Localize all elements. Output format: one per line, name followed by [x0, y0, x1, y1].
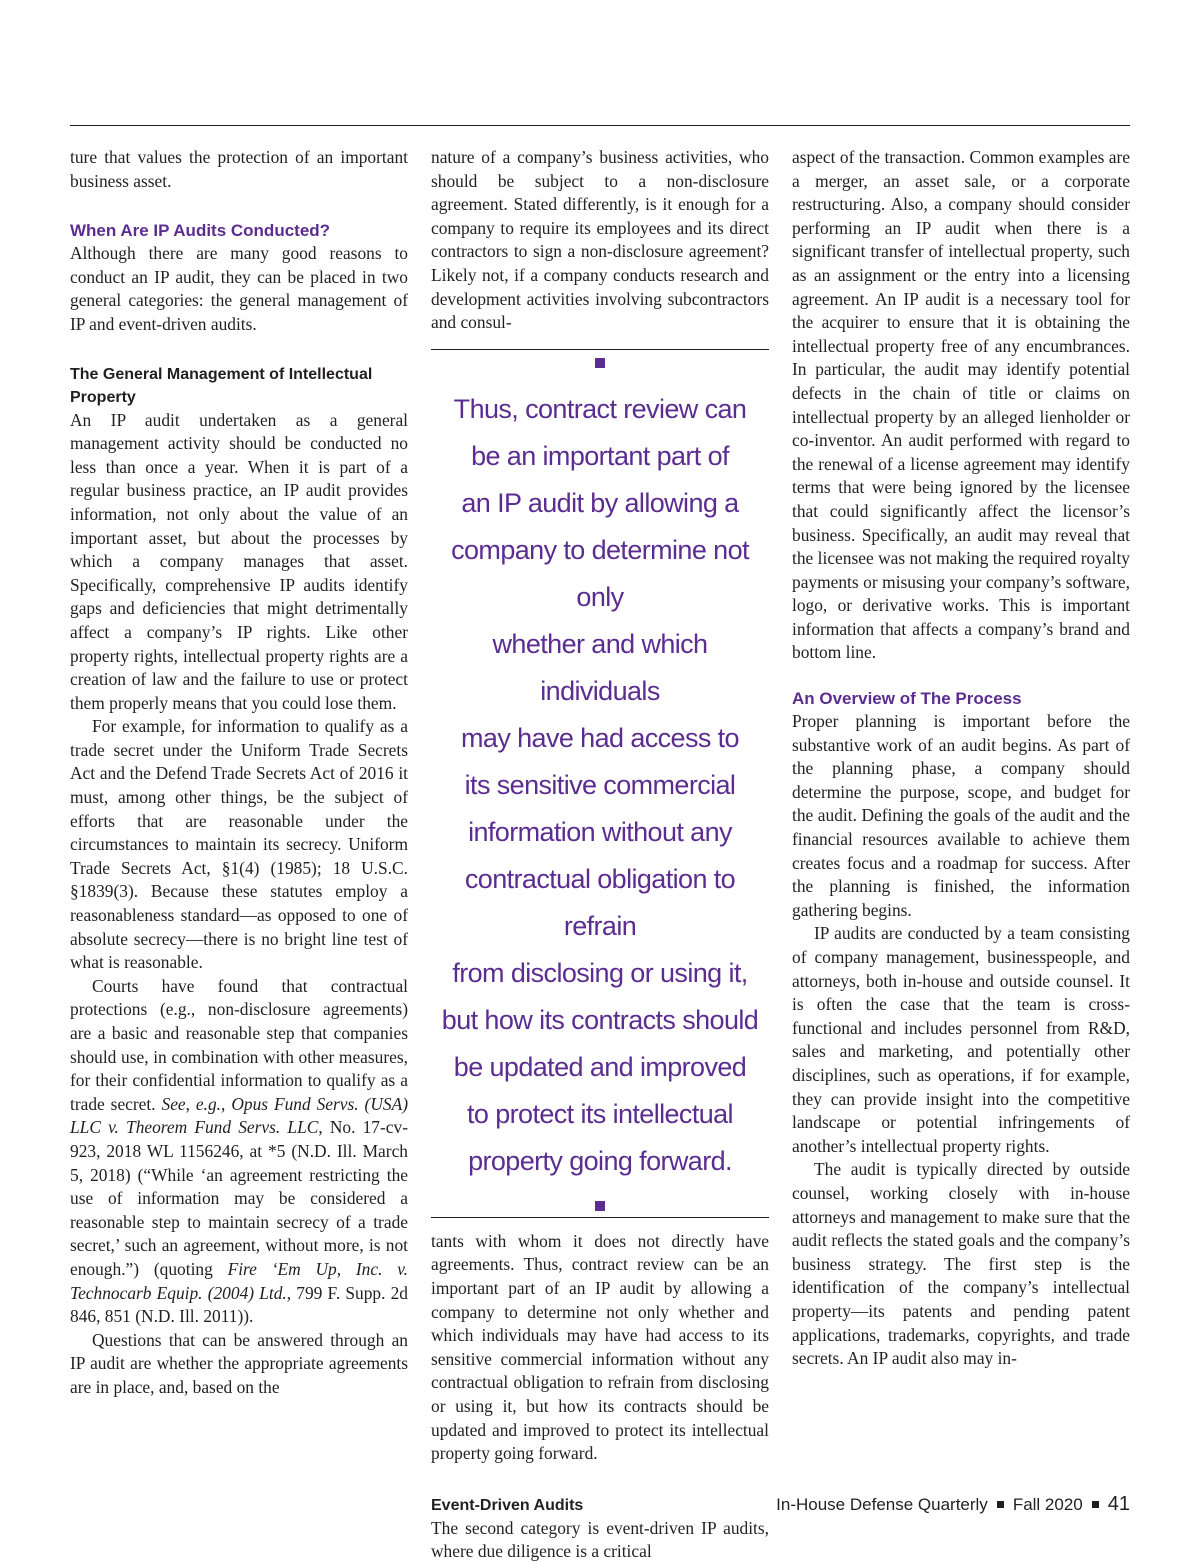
page-footer — [776, 1493, 1130, 1516]
pull-quote-line: whether and which individuals — [492, 628, 708, 706]
pull-quote-line: an IP audit by allowing a — [461, 487, 739, 518]
heading-event-driven: Event-Driven Audits — [431, 1496, 584, 1514]
square-bullet-icon — [595, 1201, 605, 1211]
paragraph-questions: Questions that can be answered through an IP audit are whether the appropriate agreements are in place, and, based on the — [70, 1329, 408, 1397]
pull-quote-line: contractual obligation to refrain — [464, 863, 736, 941]
pull-quote-line: property going forward. — [468, 1145, 732, 1176]
issue-label: Fall 2020 — [1012, 1495, 1083, 1514]
pull-quote-line: its sensitive commercial — [464, 769, 736, 800]
pull-quote-line: be an important part of — [471, 440, 729, 471]
column-left — [70, 146, 408, 1400]
square-bullet-icon — [595, 358, 605, 368]
paragraph-transaction: aspect of the transaction. Common examples are a merger, an asset sale, or a corporate restructuring. Also, a company should consider performing an IP audit when there is a significant transfer of intellectual property, such as an assignment or the entry into a licensing agreement. An IP audit is a necessary tool for the acquirer to ensure that it is obtaining the intellectual property free of any encumbrances. In particular, the audit may identify potential defects in the chain of title or claims on intellectual property by an alleged lienholder or co-inventor. An audit performed with regard to the renewal of a license agreement may identify terms that were being ignored by the licensee that could significantly affect the licensor’s business. Specifically, an audit may reveal that the licensee was not making the required royalty payments or misusing your company’s software, logo, or derivative works. This is important information that affects a company’s brand and bottom line. — [792, 147, 1130, 663]
heading-when-audits-conducted: When Are IP Audits Conducted? — [70, 221, 331, 241]
paragraph-overview-2: IP audits are conducted by a team consisting of company management, businesspeople, and attorneys, both in-house and outside counsel. It is often the case that the team is cross-functional and includes personnel from R&D, sales and marketing, and potentially other disciplines, such as operations, if for example, they can provide insight into the competitive landscape or potential infringements of another’s intellectual property rights. — [792, 923, 1130, 1156]
pull-quote — [431, 349, 769, 1218]
square-bullet-icon — [1092, 1501, 1099, 1508]
paragraph-overview-1: Proper planning is important before the substantive work of an audit begins. As part of the planning phase, a company should determine the purpose, scope, and budget for the audit. Defining the goals of the audit and the financial resources available to achieve them creates focus and a roadmap for success. After the planning is finished, the information gathering begins. — [792, 711, 1130, 920]
paragraph-general-1: An IP audit undertaken as a general management activity should be conducted no less than once a year. When it is part of a regular business practice, an IP audit provides information, not only about the value of an important asset, but about the processes by which a company manages that asset. Specifically, comprehensive IP audits identify gaps and deficiencies that might detrimentally affect a company’s IP rights. Like other property rights, intellectual property rights are a creation of law and the failure to use or protect them properly means that you could lose them. — [70, 409, 408, 713]
case-citation-opus: Opus Fund Servs. (USA) LLC v. Theorem Fund Servs. LLC — [70, 1093, 408, 1138]
paragraph-continued: ture that values the protection of an important business asset. — [70, 147, 408, 191]
pull-quote-line: information without any — [468, 816, 732, 847]
pull-quote-line: to protect its intellectual — [467, 1098, 733, 1129]
case-citation-fire-em-up: Fire ‘Em Up, Inc. v. Technocarb Equip. (2004) Ltd. — [70, 1258, 408, 1303]
paragraph-when: Although there are many good reasons to conduct an IP audit, they can be placed in two general categories: the general management of IP and event-driven audits. — [70, 243, 408, 334]
pull-quote-line: may have had access to — [461, 722, 739, 753]
pull-quote-line: from disclosing or using it, — [452, 957, 748, 988]
heading-general-management: The General Management of Intellectual Property — [70, 365, 373, 406]
pull-quote-line: but how its contracts should — [441, 1004, 759, 1035]
pull-quote-line: company to determine not only — [451, 534, 749, 612]
square-bullet-icon — [997, 1501, 1004, 1508]
column-middle — [431, 146, 769, 1564]
publication-name: In-House Defense Quarterly — [776, 1495, 988, 1514]
paragraph-nature: nature of a company’s business activities, who should be subject to a non-disclosure agreement. Stated differently, is it enough for a company to require its employees and its direct contractors to sign a non-disclosure agreement? Likely not, if a company conducts research and development activities involving subcontractors and consul- — [431, 147, 769, 333]
page-number: 41 — [1107, 1493, 1130, 1515]
paragraph-courts: Courts have found that contractual protections (e.g., non-disclosure agreements) are a basic and reasonable step that companies should use, in combination with other measures, for their confidential information to qualify as a trade secret. See, e.g., Opus Fund Servs. (USA) LLC v. Theorem Fund Servs. LLC, No. 17-cv-923, 2018 WL 1156246, at *5 (N.D. Ill. March 5, 2018) (“While ‘an agreement restricting the use of information may be considered a reasonable step to maintain secrecy of a trade secret,’ such an agreement, without more, is not enough.”) (quoting Fire ‘Em Up, Inc. v. Technocarb Equip. (2004) Ltd., 799 F. Supp. 2d 846, 851 (N.D. Ill. 2011)). — [70, 975, 408, 1327]
pull-quote-line: be updated and improved — [453, 1051, 747, 1082]
pull-quote-line: Thus, contract review can — [453, 393, 747, 424]
paragraph-event-driven: The second category is event-driven IP audits, where due diligence is a critical — [431, 1517, 769, 1562]
paragraph-overview-3: The audit is typically directed by outside counsel, working closely with in-house attorneys and management to make sure that the audit reflects the stated goals and the company’s business strategy. The first step is the identification of the company’s intellectual property—its patents and pending patent applications, trademarks, copyrights, and trade secrets. An IP audit also may in- — [792, 1159, 1130, 1369]
heading-overview-process: An Overview of The Process — [792, 689, 1022, 709]
column-right — [792, 146, 1130, 1371]
paragraph-contract-review: tants with whom it does not directly have agreements. Thus, contract review can be an important part of an IP audit by allowing a company to determine not only whether and which individuals may have had access to its sensitive commercial information without any contractual obligation to refrain from disclosing or using it, but how its contracts should be updated and improved to protect its intellectual property going forward. — [431, 1230, 769, 1464]
top-rule — [70, 125, 1130, 126]
paragraph-general-2: For example, for information to qualify as a trade secret under the Uniform Trade Secrets Act and the Defend Trade Secrets Act of 2016 it must, among other things, be the subject of efforts that are reasonable under the circumstances to maintain its secrecy. Uniform Trade Secrets Act, §1(4) (1985); 18 U.S.C. §1839(3). Because these statutes employ a reasonableness standard—as opposed to one of absolute secrecy—there is no bright line test of what is reasonable. — [70, 716, 408, 973]
